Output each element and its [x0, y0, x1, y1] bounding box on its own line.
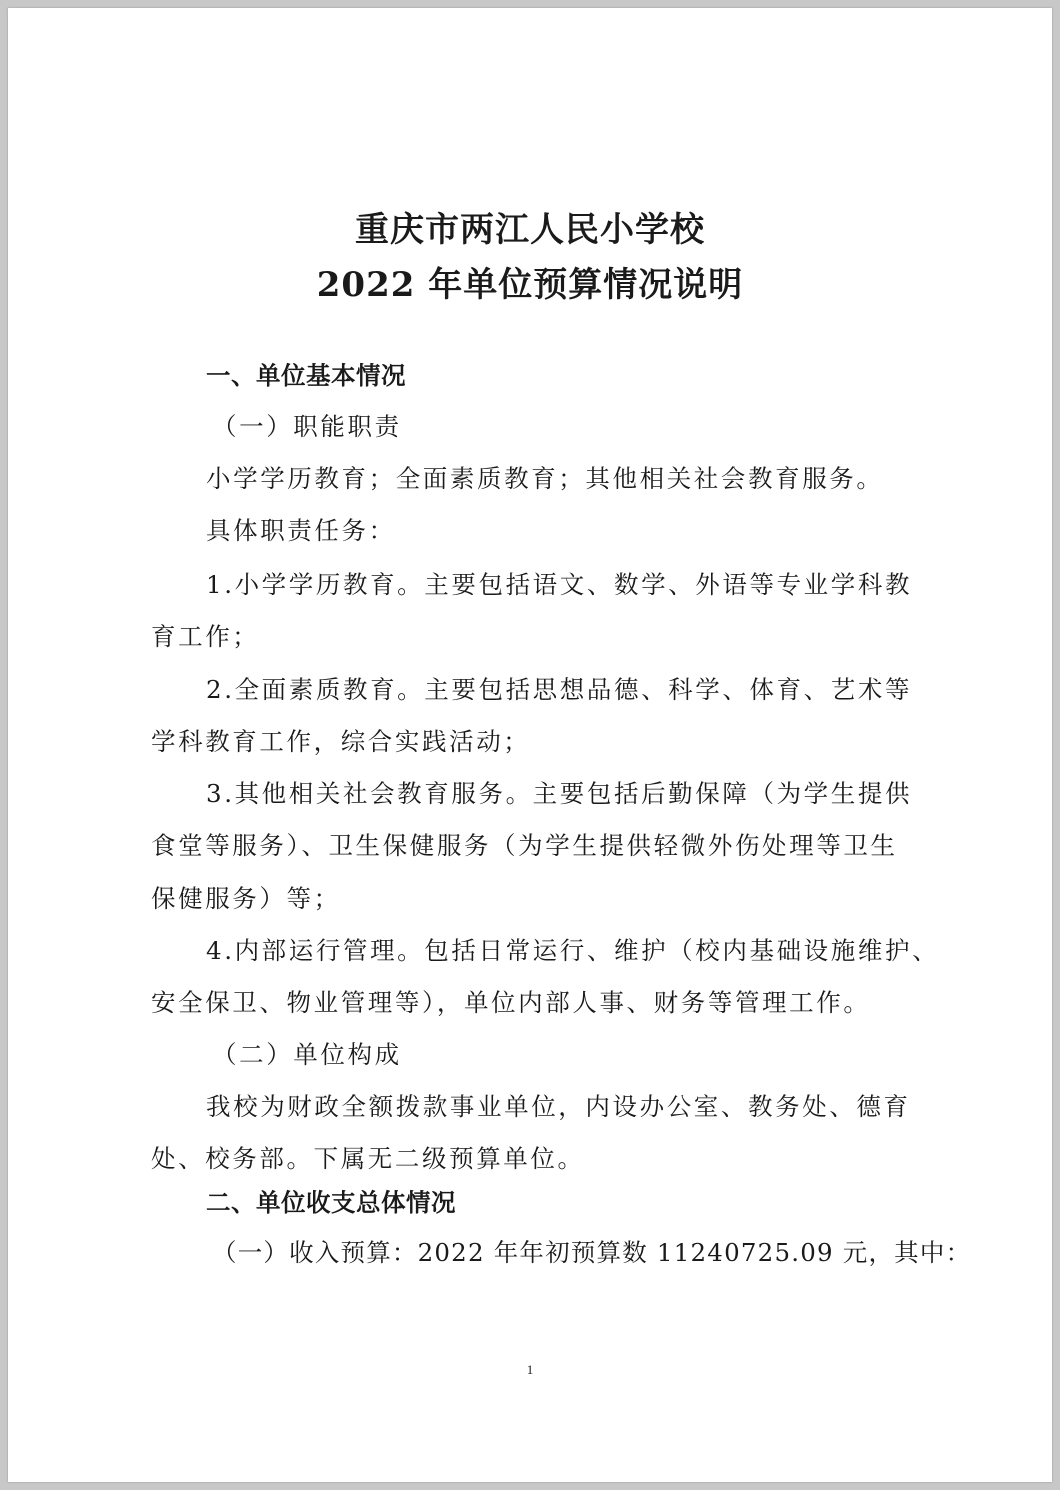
paragraph-functions: 小学学历教育；全面素质教育；其他相关社会教育服务。: [206, 464, 884, 493]
list-item-4-line1: 4.内部运行管理。包括日常运行、维护（校内基础设施维护、: [206, 936, 940, 965]
document-title-line1: 重庆市两江人民小学校: [355, 210, 705, 250]
document-title-line2: 2022 年单位预算情况说明: [316, 265, 744, 305]
document-page: [8, 8, 1052, 1482]
list-item-1-line1: 1.小学学历教育。主要包括语文、数学、外语等专业学科教: [206, 570, 913, 599]
section-heading-revenue-expenditure: 二、单位收支总体情况: [206, 1188, 456, 1217]
section-heading-basic-info: 一、单位基本情况: [206, 361, 406, 390]
paragraph-revenue-budget: （一）收入预算：2022 年年初预算数 11240725.09 元，其中：: [212, 1238, 972, 1267]
paragraph-composition-line2: 处、校务部。下属无二级预算单位。: [151, 1144, 585, 1173]
subheading-composition: （二）单位构成: [212, 1040, 402, 1069]
paragraph-tasks-intro: 具体职责任务：: [206, 516, 396, 545]
paragraph-composition-line1: 我校为财政全额拨款事业单位，内设办公室、教务处、德育: [206, 1092, 911, 1121]
list-item-2-line2: 学科教育工作，综合实践活动；: [151, 727, 531, 756]
list-item-3-line1: 3.其他相关社会教育服务。主要包括后勤保障（为学生提供: [206, 779, 913, 808]
page-number: 1: [526, 1362, 534, 1377]
list-item-4-line2: 安全保卫、物业管理等），单位内部人事、财务等管理工作。: [151, 988, 871, 1017]
list-item-2-line1: 2.全面素质教育。主要包括思想品德、科学、体育、艺术等: [206, 675, 913, 704]
list-item-3-line3: 保健服务）等；: [151, 884, 341, 913]
subheading-functions: （一）职能职责: [212, 412, 402, 441]
list-item-3-line2: 食堂等服务）、卫生保健服务（为学生提供轻微外伤处理等卫生: [151, 831, 898, 860]
list-item-1-line2: 育工作；: [151, 622, 260, 651]
